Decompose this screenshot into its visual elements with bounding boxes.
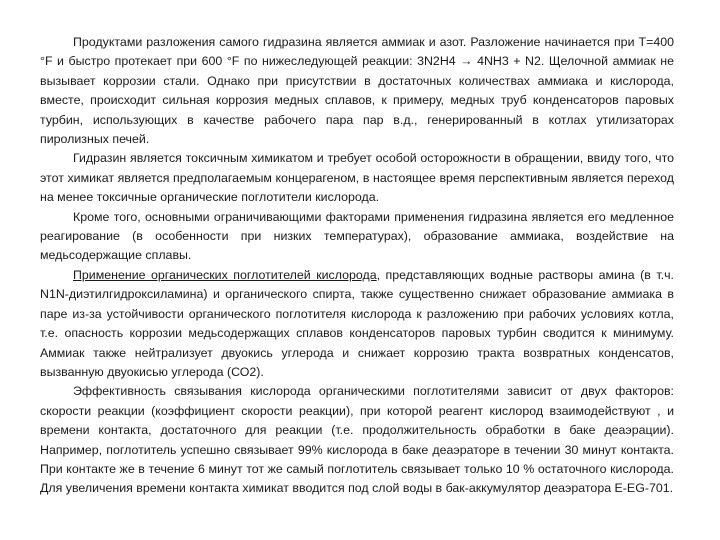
paragraph-toxicity [40,149,674,207]
paragraph-text: Продуктами разложения самого гидразина является аммиак и азот. Разложение начинается при Т=400 °F и быстро протекает при 600 °F по нижеследующей реакции: 3N2H4 → 4NH3 + N2. Щелочной аммиак не вызывает коррозии стали. Однако при присутствии в достаточных количествах аммиака и кислорода, вместе, происходит сильная коррозия медных сплавов, к примеру, медных труб конденсаторов паровых турбин, использующих в качестве рабочего пара пар в.д., генерированный в котлах утилизаторах пиролизных печей. [40,35,674,147]
underlined-heading: Применение органических поглотителей кислорода [73,267,377,282]
paragraph-text: Эффективность связывания кислорода органическими поглотителями зависит от двух факторов: скорости реакции (коэффициент скорости реакции), при которой реагент кислород взаимодействуют , и времени контакта, достаточного для реакции (т.е. продолжительность обработки в баке деаэрации). Например, поглотитель успешно связывает 99% кислорода в баке деаэраторе в течении 30 минут контакта. При контакте же в течение 6 минут тот же самый поглотитель связывает только 10 % остаточного кислорода. Для увеличения времени контакта химикат вводится под слой воды в бак-аккумулятор деаэратора E-EG-701. [40,384,674,496]
document-body [40,33,674,499]
paragraph-text: Гидразин является токсичным химикатом и требует особой осторожности в обращении, ввиду того, что этот химикат является предполагаемым концерагеном, в настоящее время перспективным является переход на менее токсичные органические поглотители кислорода. [40,151,674,205]
paragraph-efficiency [40,382,674,498]
paragraph-organic-scavengers [40,266,674,382]
paragraph-text: Кроме того, основными ограничивающими факторами применения гидразина является его медленное реагирование (в особенности при низких температурах), образование аммиака, воздействие на медьсодержащие сплавы. [40,209,674,263]
paragraph-text: , представляющих водные растворы амина (в т.ч. N1N-диэтилгидроксиламина) и органического спирта, также существенно снижает образование аммиака в паре из-за устойчивости органического поглотителя кислорода к разложению при рабочих условиях котла, т.е. опасность коррозии медьсодержащих сплавов конденсаторов паровых турбин сводится к минимуму. Аммиак также нейтрализует двуокись углерода и снижает коррозию тракта возвратных конденсатов, вызванную двуокисью углерода (СО2). [40,267,674,379]
paragraph-limitations [40,208,674,266]
paragraph-decomposition [40,33,674,149]
